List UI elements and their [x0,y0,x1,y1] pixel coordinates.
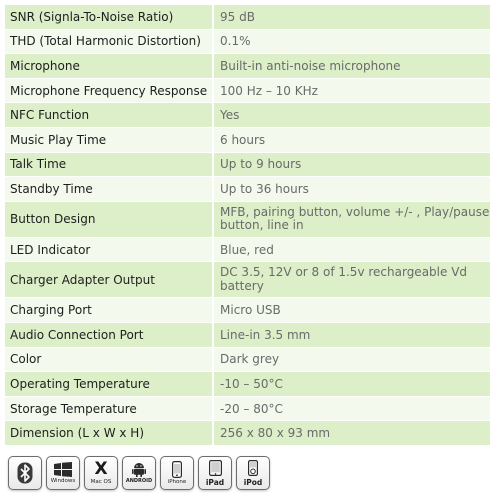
spec-value: -20 – 80°C [213,396,490,421]
spec-row [5,262,490,298]
spec-label: Microphone Frequency Response [5,78,213,103]
spec-row [5,152,490,177]
spec-row [5,127,490,152]
compatibility-badges [8,456,270,490]
spec-value: Dark grey [213,347,490,372]
windows-logo-glyph [54,462,72,477]
ipod-device-glyph [248,460,258,476]
spec-value: 100 Hz – 10 KHz [213,78,490,103]
spec-row [5,177,490,202]
spec-row [5,421,490,446]
ipod-icon [236,456,270,490]
spec-label: SNR (Signla-To-Noise Ratio) [5,5,213,29]
spec-value: -10 – 50°C [213,372,490,397]
spec-row [5,298,490,323]
badge-label: iPod [243,477,263,487]
spec-label: Charging Port [5,298,213,323]
spec-label: Talk Time [5,152,213,177]
spec-value: Blue, red [213,237,490,262]
spec-label: Audio Connection Port [5,322,213,347]
spec-value: Line-in 3.5 mm [213,322,490,347]
spec-value: MFB, pairing button, volume +/- , Play/pause button, line in [213,201,490,237]
spec-value: 0.1% [213,29,490,54]
spec-table [5,5,490,446]
bluetooth-icon [8,456,42,490]
spec-label: NFC Function [5,103,213,128]
spec-value: Up to 9 hours [213,152,490,177]
spec-value: 256 x 80 x 93 mm [213,421,490,446]
badge-label: iPad [205,477,225,487]
spec-row [5,78,490,103]
spec-label: Microphone [5,54,213,79]
badge-label: ANDROID [125,478,153,484]
spec-row [5,29,490,54]
windows-icon [46,456,80,490]
spec-value: Up to 36 hours [213,177,490,202]
spec-label: Standby Time [5,177,213,202]
spec-value: 6 hours [213,127,490,152]
spec-label: Storage Temperature [5,396,213,421]
spec-label: Music Play Time [5,127,213,152]
badge-label: Windows [50,478,76,484]
spec-value: Built-in anti-noise microphone [213,54,490,79]
ipad-device-glyph [209,460,222,476]
spec-value: Yes [213,103,490,128]
mac-os-icon [84,456,118,490]
spec-row [5,5,490,29]
iphone-device-glyph [172,461,182,478]
spec-row [5,322,490,347]
spec-row [5,54,490,79]
spec-label: Charger Adapter Output [5,262,213,298]
spec-row [5,201,490,237]
spec-label: Dimension (L x W x H) [5,421,213,446]
spec-row [5,103,490,128]
iphone-icon [160,456,194,490]
spec-label: Operating Temperature [5,372,213,397]
bluetooth-glyph [17,462,33,484]
spec-value: Micro USB [213,298,490,323]
spec-table-body [5,5,490,445]
spec-label: LED Indicator [5,237,213,262]
ipad-icon [198,456,232,490]
spec-row [5,396,490,421]
spec-label: THD (Total Harmonic Distortion) [5,29,213,54]
badge-label: Mac OS [90,479,112,485]
spec-row [5,372,490,397]
spec-value: 95 dB [213,5,490,29]
android-icon [122,456,156,490]
spec-row [5,347,490,372]
mac-os-glyph: X [94,459,108,479]
spec-value: DC 3.5, 12V or 8 of 1.5v rechargeable Vd battery [213,262,490,298]
spec-label: Button Design [5,201,213,237]
spec-row [5,237,490,262]
android-robot-glyph [132,462,146,477]
spec-label: Color [5,347,213,372]
badge-label: iPhone [167,479,187,485]
